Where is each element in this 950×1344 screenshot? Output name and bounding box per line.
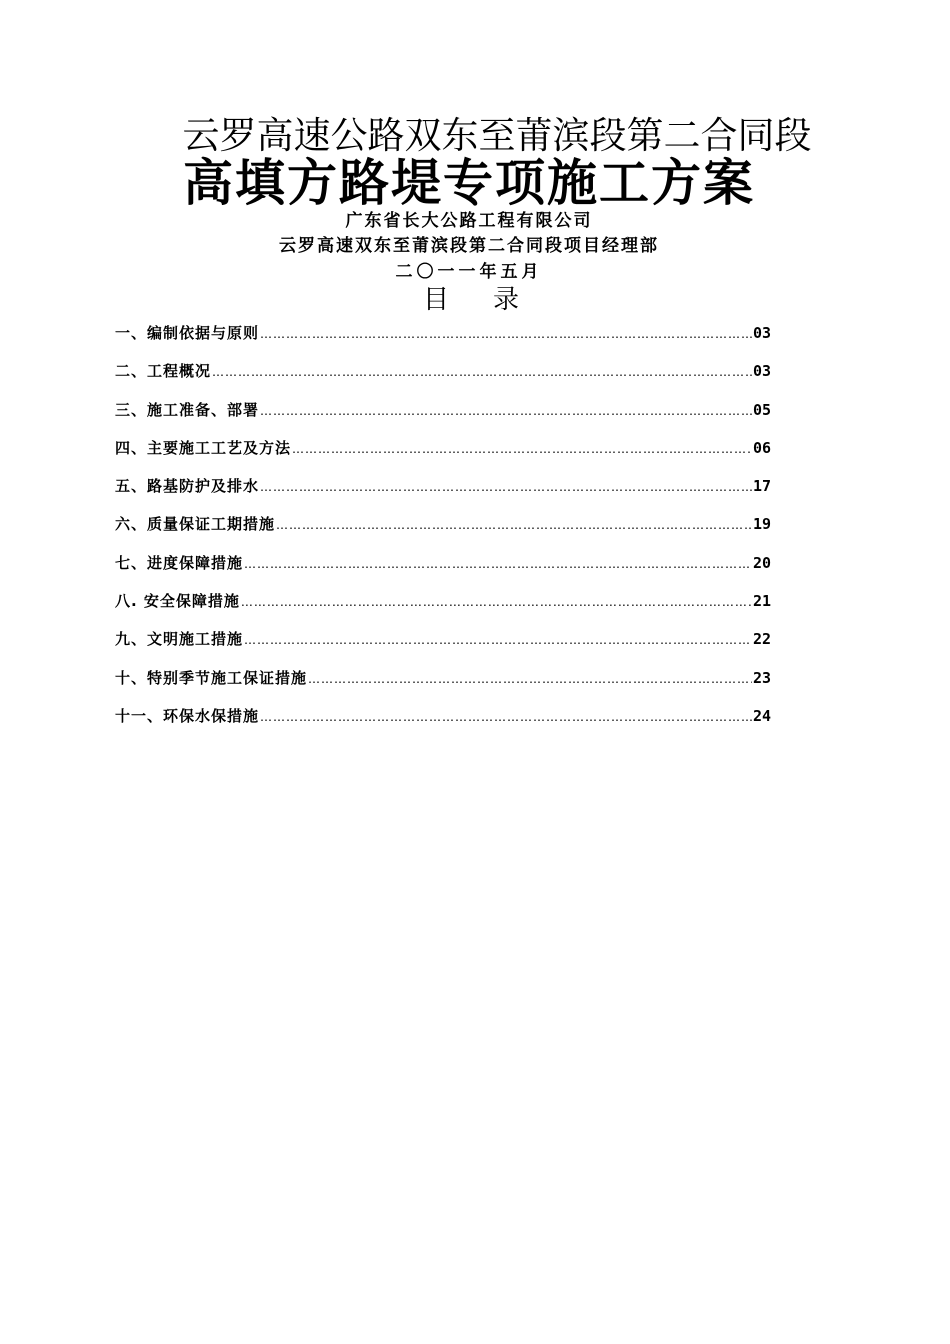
- toc-heading-left: 目: [422, 285, 449, 315]
- toc-leader-dots: [276, 518, 752, 532]
- toc-entry-page: 20: [752, 553, 771, 572]
- toc-entry[interactable]: [115, 552, 771, 590]
- toc-entry[interactable]: [115, 628, 771, 666]
- toc-entry[interactable]: [115, 705, 771, 743]
- toc-entry-page: 05: [752, 400, 771, 419]
- toc-leader-dots: [260, 327, 752, 341]
- toc-leader-dots: [244, 633, 752, 647]
- toc-leader-dots: [260, 710, 752, 724]
- toc-entry[interactable]: [115, 322, 771, 360]
- toc-entry-label: 二、工程概况: [115, 362, 212, 381]
- toc-leader-dots: [212, 365, 752, 379]
- toc-entry-label: 十一、环保水保措施: [115, 706, 260, 725]
- toc-entry[interactable]: [115, 437, 771, 475]
- toc-leader-dots: [260, 404, 752, 418]
- toc-leader-dots: [308, 672, 752, 686]
- toc-entry-page: 21: [752, 592, 771, 611]
- toc-entry-page: 06: [752, 438, 771, 457]
- project-department: 云罗高速双东至莆滨段第二合同段项目经理部: [279, 236, 659, 256]
- toc-entry-page: 19: [752, 515, 771, 534]
- toc-entry-page: 24: [752, 706, 771, 725]
- toc-entry-label: 三、施工准备、部署: [115, 400, 260, 419]
- toc-entry-label: 八. 安全保障措施: [115, 592, 240, 611]
- toc-entry-page: 23: [752, 668, 771, 687]
- toc-leader-dots: [260, 480, 752, 494]
- toc-entry-label: 十、特别季节施工保证措施: [115, 668, 308, 687]
- toc-heading: [0, 287, 946, 313]
- toc-leader-dots: [292, 442, 752, 456]
- table-of-contents: [115, 322, 771, 743]
- toc-heading-right: 录: [493, 285, 520, 315]
- toc-entry-label: 四、主要施工工艺及方法: [115, 438, 292, 457]
- toc-entry[interactable]: [115, 513, 771, 551]
- toc-entry-label: 六、质量保证工期措施: [115, 515, 276, 534]
- toc-entry-label: 五、路基防护及排水: [115, 477, 260, 496]
- toc-entry-page: 03: [752, 362, 771, 381]
- toc-entry[interactable]: [115, 475, 771, 513]
- document-title-main: 高填方路堤专项施工方案: [183, 153, 755, 212]
- toc-leader-dots: [244, 557, 752, 571]
- toc-entry[interactable]: [115, 360, 771, 398]
- document-title-line1: 云罗高速公路双东至莆滨段第二合同段: [182, 114, 812, 157]
- document-date: 二〇一一年五月: [395, 262, 543, 282]
- toc-entry-label: 七、进度保障措施: [115, 553, 244, 572]
- toc-entry-label: 一、编制依据与原则: [115, 324, 260, 342]
- toc-entry-page: 17: [752, 477, 771, 496]
- toc-entry[interactable]: [115, 590, 771, 628]
- toc-entry[interactable]: [115, 399, 771, 437]
- toc-leader-dots: [241, 595, 752, 609]
- toc-entry[interactable]: [115, 667, 771, 705]
- toc-entry-page: 22: [752, 630, 771, 649]
- company-name: 广东省长大公路工程有限公司: [345, 211, 593, 231]
- toc-entry-label: 九、文明施工措施: [115, 630, 244, 649]
- toc-entry-page: 03: [752, 324, 771, 342]
